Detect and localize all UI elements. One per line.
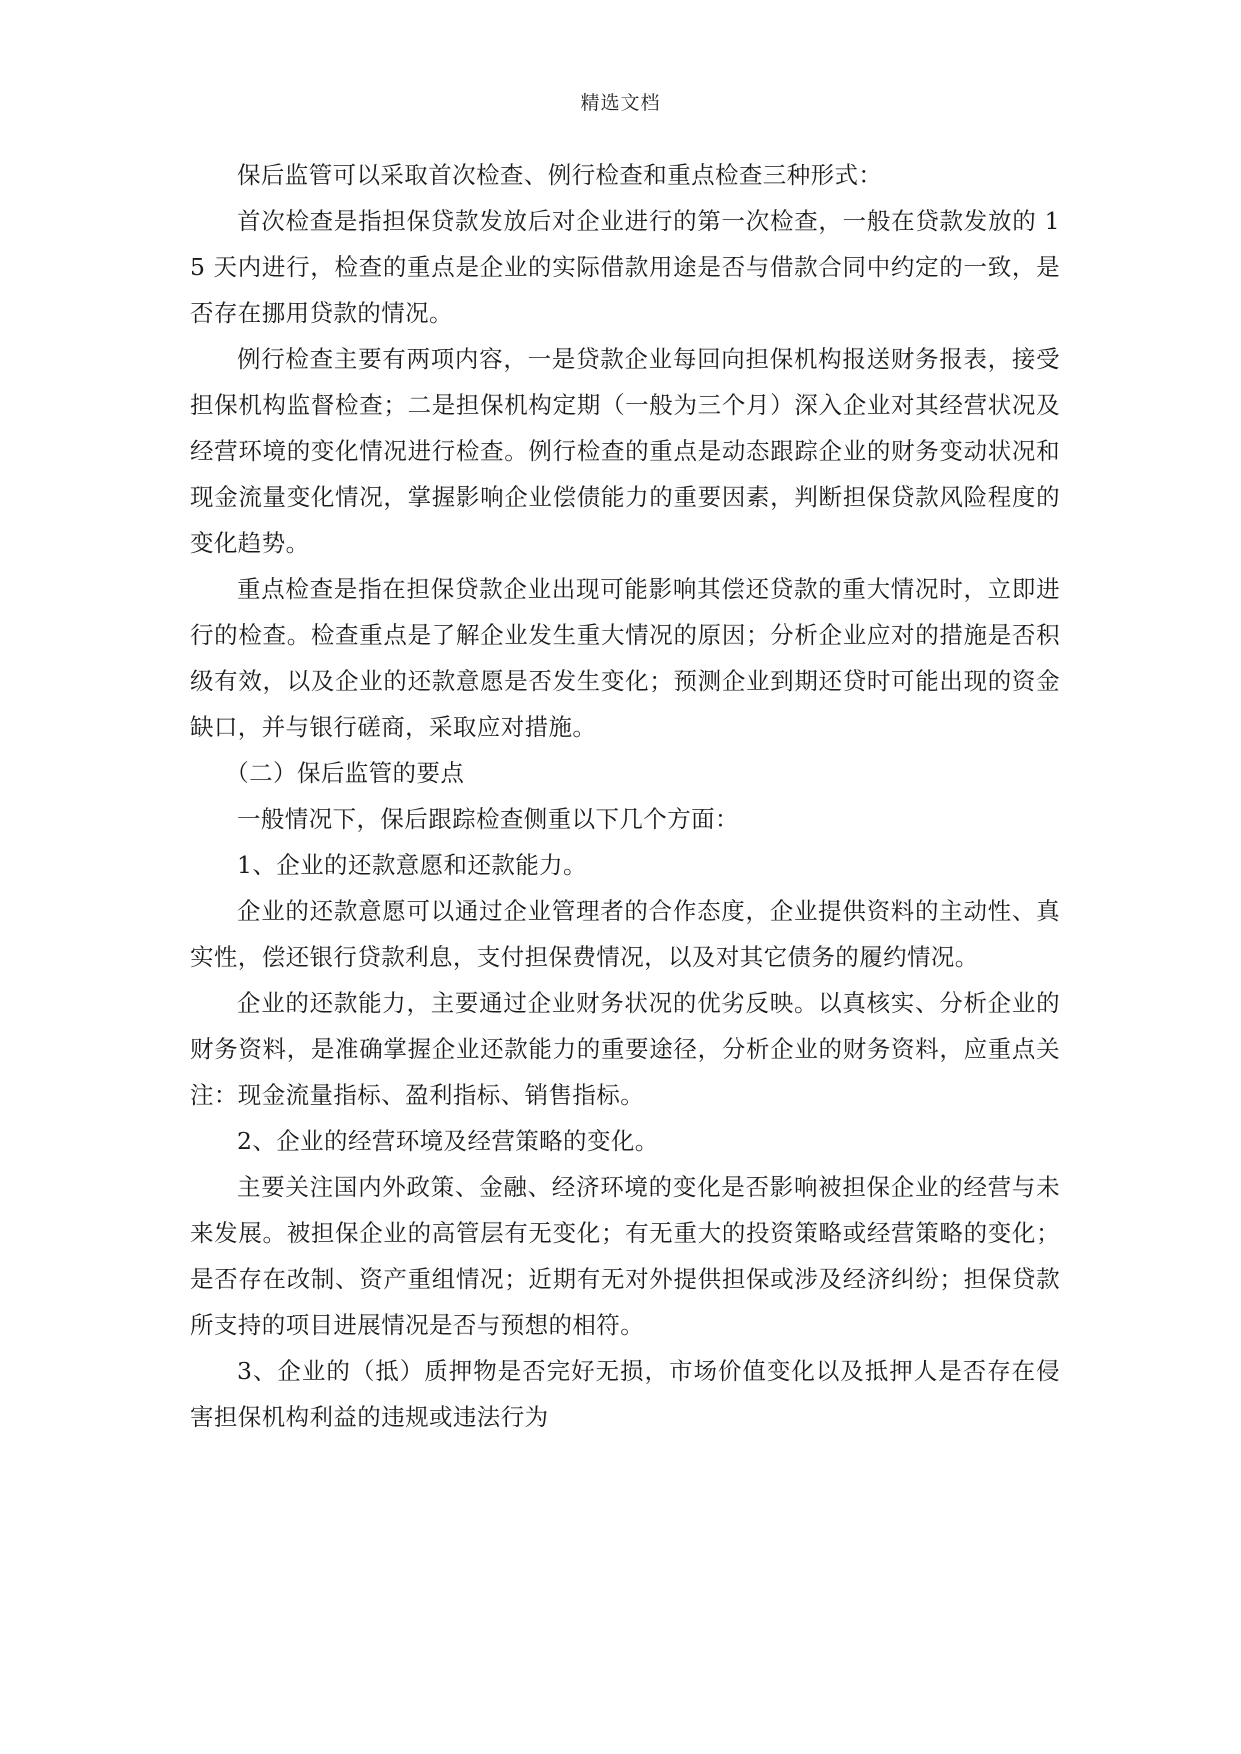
list-item-2-heading: 2、企业的经营环境及经营策略的变化。 <box>237 1127 659 1155</box>
paragraph-routine-inspection: 例行检查主要有两项内容，一是贷款企业每回向担保机构报送财务报表，接受担保机构监督检查；二是担保机构定期（一般为三个月）深入企业对其经营状况及经营环境的变化情况进行检查。例行检查的重点是动态跟踪企业的财务变动状况和现金流量变化情况，掌握影响企业偿债能力的重要因素，判断担保贷款风险程度的变化趋势。 <box>190 345 1060 557</box>
section-heading-key-points: （二）保后监管的要点 <box>225 759 465 787</box>
document-body <box>190 152 1060 1440</box>
paragraph-business-environment: 主要关注国内外政策、金融、经济环境的变化是否影响被担保企业的经营与未来发展。被担保企业的高管层有无变化；有无重大的投资策略或经营策略的变化；是否存在改制、资产重组情况；近期有无对外提供担保或涉及经济纠纷；担保贷款所支持的项目进展情况是否与预想的相符。 <box>190 1173 1060 1339</box>
paragraph-repayment-ability: 企业的还款能力，主要通过企业财务状况的优劣反映。以真核实、分析企业的财务资料，是准确掌握企业还款能力的重要途径，分析企业的财务资料，应重点关注：现金流量指标、盈利指标、销售指标。 <box>190 989 1060 1109</box>
page-header-title: 精选文档 <box>580 92 661 114</box>
list-item-3-collateral: 3、企业的（抵）质押物是否完好无损，市场价值变化以及抵押人是否存在侵害担保机构利益的违规或违法行为 <box>190 1357 1060 1431</box>
paragraph-first-inspection: 首次检查是指担保贷款发放后对企业进行的第一次检查，一般在贷款发放的 15 天内进行，检查的重点是企业的实际借款用途是否与借款合同中约定的一致，是否存在挪用贷款的情况。 <box>190 207 1060 327</box>
paragraph-forms-intro: 保后监管可以采取首次检查、例行检查和重点检查三种形式： <box>237 161 883 189</box>
paragraph-key-inspection: 重点检查是指在担保贷款企业出现可能影响其偿还贷款的重大情况时，立即进行的检查。检查重点是了解企业发生重大情况的原因；分析企业应对的措施是否积级有效，以及企业的还款意愿是否发生变化；预测企业到期还贷时可能出现的资金缺口，并与银行磋商，采取应对措施。 <box>190 575 1060 741</box>
list-item-1-heading: 1、企业的还款意愿和还款能力。 <box>237 851 587 879</box>
paragraph-repayment-willingness: 企业的还款意愿可以通过企业管理者的合作态度，企业提供资料的主动性、真实性，偿还银行贷款利息，支付担保费情况，以及对其它债务的履约情况。 <box>190 897 1060 971</box>
paragraph-general-focus: 一般情况下，保后跟踪检查侧重以下几个方面： <box>237 805 739 833</box>
